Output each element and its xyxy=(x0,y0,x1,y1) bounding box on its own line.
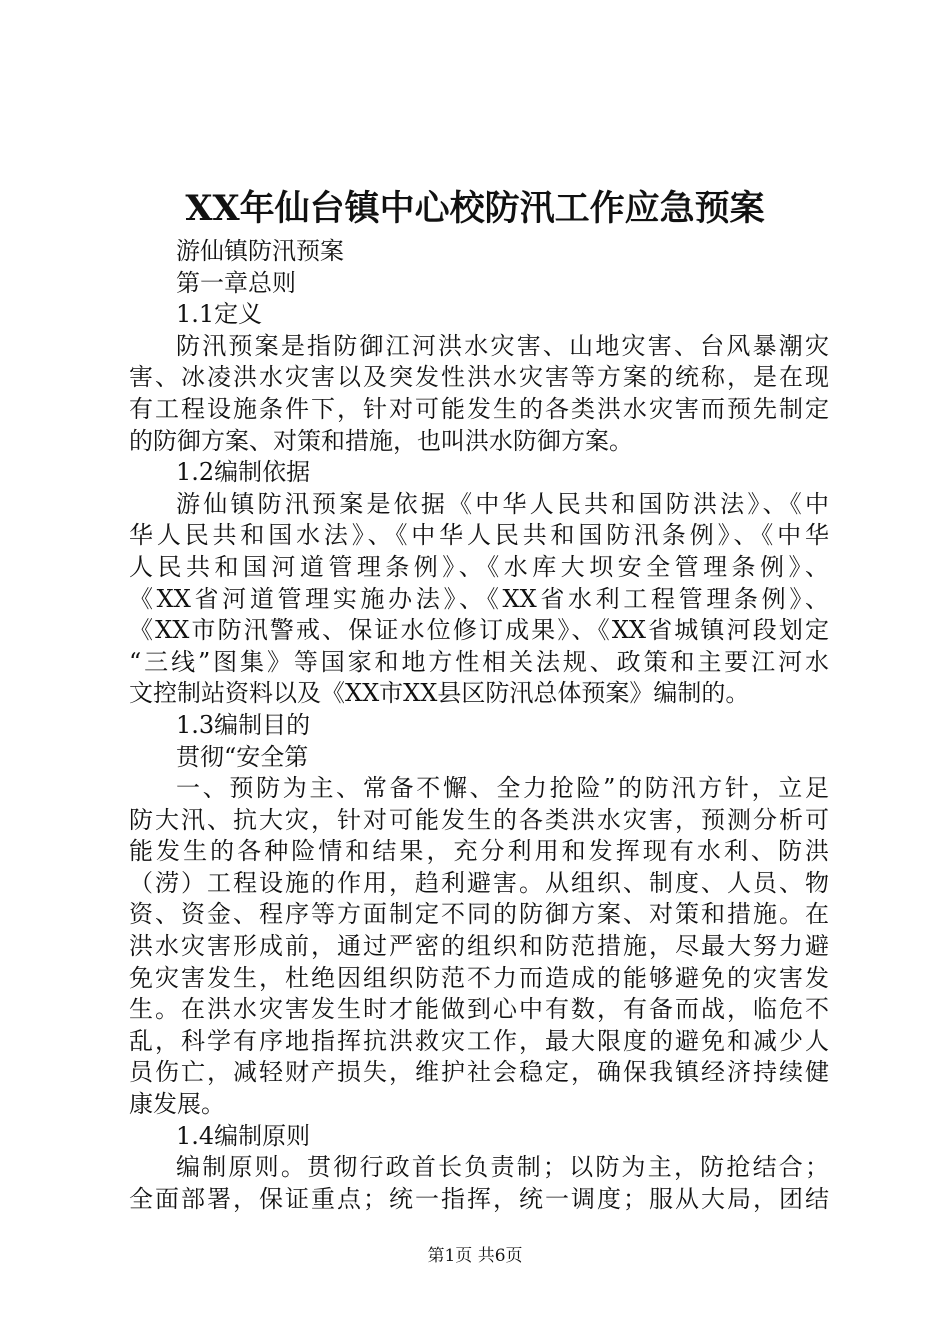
page-footer: 第1页 共6页 xyxy=(427,1246,523,1266)
document-body xyxy=(129,236,829,1215)
body-line: 1.2编制依据 xyxy=(176,458,311,487)
body-line: 员伤亡，减轻财产损失，维护社会稳定，确保我镇经济持续健 xyxy=(129,1058,829,1087)
body-line: 的防御方案、对策和措施，也叫洪水防御方案。 xyxy=(129,426,633,455)
body-line: 害、冰凌洪水灾害以及突发性洪水灾害等方案的统称，是在现 xyxy=(129,363,829,392)
body-line: 《XX市防汛警戒、保证水位修订成果》、《XX省城镇河段划定 xyxy=(129,616,829,645)
body-line: 第一章总则 xyxy=(176,268,296,297)
document-title: XX年仙台镇中心校防汛工作应急预案 xyxy=(185,188,765,229)
body-line: 1.4编制原则 xyxy=(176,1121,311,1150)
body-line: 防大汛、抗大灾，针对可能发生的各类洪水灾害，预测分析可 xyxy=(129,805,829,834)
body-line: 康发展。 xyxy=(129,1090,225,1119)
body-line: 贯彻“安全第 xyxy=(176,742,309,771)
body-line: 一、预防为主、常备不懈、全力抢险”的防汛方针，立足 xyxy=(176,774,829,803)
body-line: 《XX省河道管理实施办法》、《XX省水利工程管理条例》、 xyxy=(129,584,829,613)
body-line: 1.1定义 xyxy=(176,300,263,329)
body-line: 防汛预案是指防御江河洪水灾害、山地灾害、台风暴潮灾 xyxy=(176,331,829,360)
body-line: “三线”图集》等国家和地方性相关法规、政策和主要江河水 xyxy=(129,647,829,676)
body-line: 乱，科学有序地指挥抗洪救灾工作，最大限度的避免和减少人 xyxy=(129,1026,829,1055)
body-line: 能发生的各种险情和结果，充分利用和发挥现有水利、防洪 xyxy=(129,837,829,866)
body-line: 资、资金、程序等方面制定不同的防御方案、对策和措施。在 xyxy=(129,900,829,929)
body-line: 洪水灾害形成前，通过严密的组织和防范措施，尽最大努力避 xyxy=(129,932,829,961)
body-line: 免灾害发生，杜绝因组织防范不力而造成的能够避免的灾害发 xyxy=(129,963,829,992)
body-line: （涝）工程设施的作用，趋利避害。从组织、制度、人员、物 xyxy=(129,868,829,897)
body-line: 游仙镇防汛预案 xyxy=(176,237,344,265)
body-line: 1.3编制目的 xyxy=(176,710,311,739)
body-line: 编制原则。贯彻行政首长负责制；以防为主，防抢结合； xyxy=(176,1153,829,1182)
body-line: 有工程设施条件下，针对可能发生的各类洪水灾害而预先制定 xyxy=(129,394,829,423)
body-line: 游仙镇防汛预案是依据《中华人民共和国防洪法》、《中 xyxy=(176,489,829,518)
body-line: 文控制站资料以及《XX市XX县区防汛总体预案》编制的。 xyxy=(129,679,750,708)
body-line: 人民共和国河道管理条例》、《水库大坝安全管理条例》、 xyxy=(129,552,829,581)
body-line: 华人民共和国水法》、《中华人民共和国防汛条例》、《中华 xyxy=(129,521,829,550)
body-line: 生。在洪水灾害发生时才能做到心中有数，有备而战，临危不 xyxy=(129,995,829,1024)
body-line: 全面部署，保证重点；统一指挥，统一调度；服从大局，团结 xyxy=(129,1184,829,1213)
